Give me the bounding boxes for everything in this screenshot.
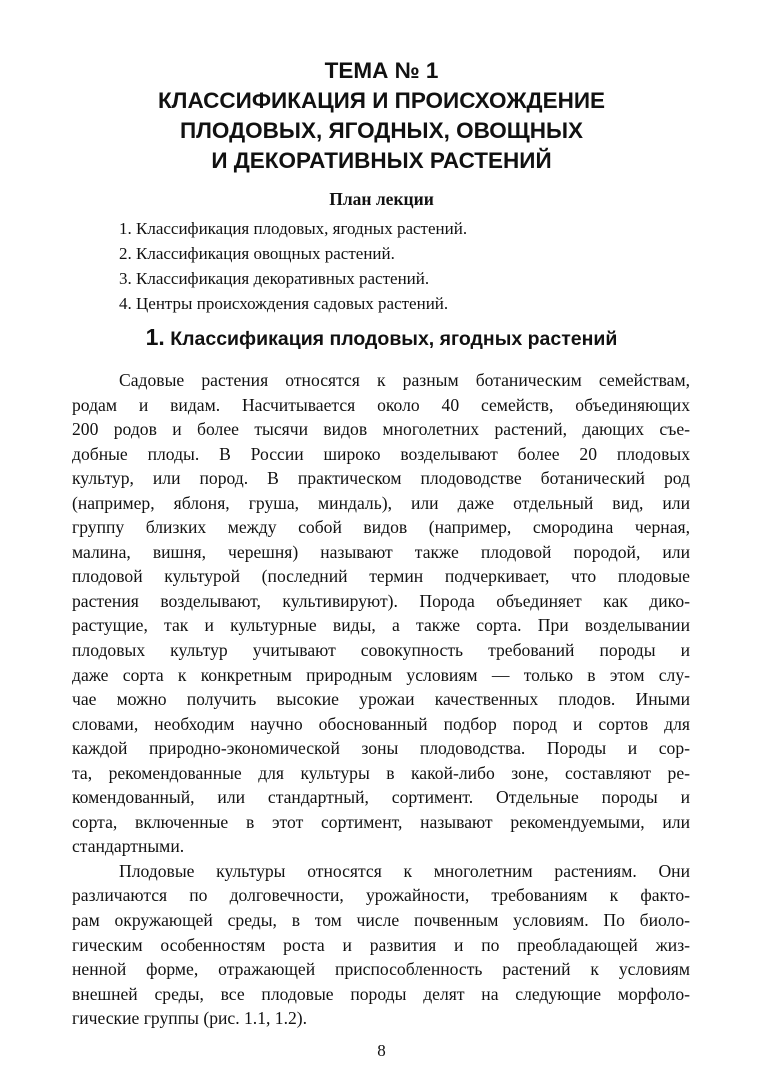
section-number: 1. — [145, 324, 165, 350]
plan-item: 2. Классификация овощных растений. — [119, 244, 395, 263]
lecture-plan-heading: План лекции — [329, 189, 434, 209]
paragraph-line: Плодовые культуры относятся к многолетним растениям. Они — [119, 860, 690, 881]
paragraph-line: плодовых культур учитывают совокупность требований породы и — [72, 640, 690, 661]
page-number: 8 — [377, 1041, 386, 1060]
paragraph-line: культур, или пород. В практическом плодоводстве ботанический род — [72, 468, 690, 489]
topic-title-line: ПЛОДОВЫХ, ЯГОДНЫХ, ОВОЩНЫХ — [179, 118, 584, 143]
lecture-plan-list — [119, 216, 467, 316]
topic-number: ТЕМА № 1 — [324, 58, 439, 83]
body-text — [72, 368, 690, 1031]
paragraph-line: родам и видам. Насчитывается около 40 семейств, объединяющих — [72, 394, 690, 415]
paragraph-line: рам окружающей среды, в том числе почвенным условиям. По биоло- — [72, 910, 690, 931]
paragraph-line: комендованный, или стандартный, сортимент. Отдельные породы и — [72, 787, 690, 808]
paragraph-line: сорта, включенные в этот сортимент, называют рекомендуемыми, или — [72, 811, 690, 832]
paragraph-line: даже сорта к конкретным природным условиям — только в этом слу- — [72, 664, 690, 685]
topic-title — [0, 56, 763, 176]
topic-title-line: КЛАССИФИКАЦИЯ И ПРОИСХОЖДЕНИЕ — [157, 88, 606, 113]
paragraph-line: группу близких между собой видов (например, смородина черная, — [72, 517, 690, 538]
paragraph-line: различаются по долговечности, урожайности, требованиям к факто- — [72, 885, 690, 906]
paragraph-line: та, рекомендованные для культуры в какой-либо зоне, составляют ре- — [72, 762, 690, 783]
section-heading — [0, 322, 763, 354]
plan-item: 1. Классификация плодовых, ягодных растений. — [119, 219, 468, 238]
paragraph-line: стандартными. — [72, 836, 185, 857]
paragraph-line: растущие, так и культурные виды, а также сорта. При возделывании — [72, 615, 690, 636]
paragraph-line: (например, яблоня, груша, миндаль), или даже отдельный вид, или — [72, 492, 690, 513]
section-title: Классификация плодовых, ягодных растений — [170, 328, 618, 350]
paragraph-line: внешней среды, все плодовые породы делят на следующие морфоло- — [72, 983, 690, 1004]
plan-item: 3. Классификация декоративных растений. — [119, 269, 430, 288]
paragraph-line: добные плоды. В России широко возделывают более 20 плодовых — [72, 443, 690, 464]
plan-item: 4. Центры происхождения садовых растений. — [119, 294, 449, 313]
paragraph-line: малина, вишня, черешня) называют также плодовой породой, или — [72, 541, 690, 562]
paragraph-line: гическим особенностям роста и развития и по преобладающей жиз- — [72, 934, 690, 955]
paragraph-line: гические группы (рис. 1.1, 1.2). — [72, 1008, 308, 1029]
paragraph-line: 200 родов и более тысячи видов многолетних растений, дающих съе- — [72, 419, 690, 440]
paragraph-line: чае можно получить высокие урожаи качественных плодов. Иными — [72, 689, 690, 710]
paragraph-line: словами, необходим научно обоснованный подбор пород и сортов для — [72, 713, 690, 734]
paragraph-line: Садовые растения относятся к разным ботаническим семействам, — [119, 370, 690, 390]
paragraph-line: растения возделывают, культивируют). Порода объединяет как дико- — [72, 590, 690, 611]
paragraph-line: каждой природно-экономической зоны плодоводства. Породы и сор- — [72, 738, 690, 759]
topic-title-line: И ДЕКОРАТИВНЫХ РАСТЕНИЙ — [211, 148, 552, 173]
paragraph-line: ненной форме, отражающей приспособленность растений к условиям — [72, 959, 690, 980]
paragraph-line: плодовой культурой (последний термин подчеркивает, что плодовые — [72, 566, 690, 587]
